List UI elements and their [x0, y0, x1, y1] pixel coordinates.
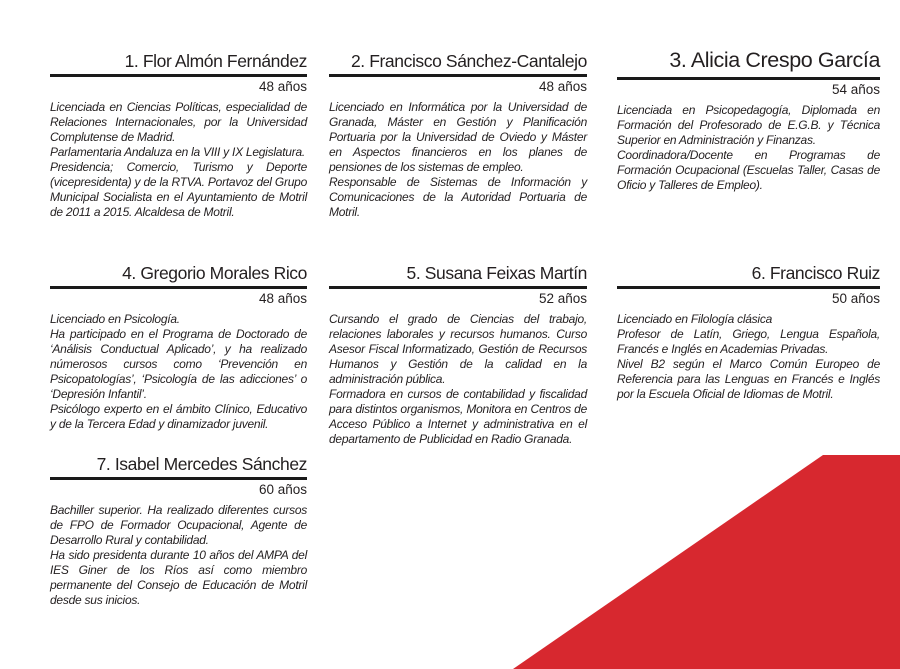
bio-paragraph: Profesor de Latín, Griego, Lengua Española, Francés e Inglés en Academias Privadas. [617, 327, 880, 356]
profile-card-4 [50, 260, 307, 432]
profile-card-3 [617, 44, 880, 193]
bio-paragraph: Cursando el grado de Ciencias del trabajo, relaciones laborales y recursos humanos. Curso Asesor Fiscal Informatizado, Gestión de Recursos Humanos y Gestión de la calidad en la administración pública. [329, 312, 587, 386]
profile-card-1 [50, 48, 307, 220]
profile-age: 52 años [538, 291, 587, 306]
profile-age: 60 años [258, 482, 307, 497]
bio-paragraph: Presidencia; Comercio, Turismo y Deporte (vicepresidenta) y de la RTVA. Portavoz del Grupo Municipal Socialista en el Ayuntamiento de Motril de 2011 a 2015. Alcaldesa de Motril. [50, 160, 307, 219]
profile-name: 7. Isabel Mercedes Sánchez [96, 454, 307, 474]
bio-paragraph: Parlamentaria Andaluza en la VIII y IX Legislatura. [50, 145, 305, 159]
bio-paragraph: Licenciado en Psicología. [50, 312, 180, 326]
profile-bio [329, 312, 587, 447]
profile-name: 4. Gregorio Morales Rico [122, 263, 307, 283]
divider-line [617, 77, 880, 80]
bio-paragraph: Coordinadora/Docente en Programas de Formación Ocupacional (Escuelas Taller, Casas de Oficio y Talleres de Empleo). [617, 148, 880, 192]
bio-paragraph: Licenciado en Filología clásica [617, 312, 773, 326]
bio-paragraph: Psicólogo experto en el ámbito Clínico, Educativo y de la Tercera Edad y dinamizador juvenil. [50, 402, 307, 431]
red-triangle-shape [513, 455, 900, 669]
divider-line [50, 477, 307, 480]
bio-paragraph: Formadora en cursos de contabilidad y fiscalidad para distintos organismos, Monitora en Centros de Acceso Público a Internet y administrativa en el departamento de Publicidad en Radio Granada. [329, 387, 587, 446]
profile-bio [50, 503, 307, 608]
bio-paragraph: Ha participado en el Programa de Doctorado de ‘Análisis Conductual Aplicado’, y ha realizado númerosos cursos como ‘Prevención en Psicopatologías’, ‘Psicología de las adicciones’ o ‘Depresión Infantil’. [50, 327, 307, 401]
bio-paragraph: Bachiller superior. Ha realizado diferentes cursos de FPO de Formador Ocupacional, Agente de Desarrollo Rural y contabilidad. [50, 503, 307, 547]
bio-paragraph: Licenciado en Informática por la Universidad de Granada, Máster en Gestión y Planificación Portuaria por la Universidad de Oviedo y Máster en Aspectos financieros en los planes de pensiones de los sistemas de empleo. [329, 100, 587, 174]
profile-card-2 [329, 48, 587, 220]
profile-card-6 [617, 260, 880, 402]
profile-bio [617, 312, 880, 402]
bio-paragraph: Licenciada en Psicopedagogía, Diplomada en Formación del Profesorado de E.G.B. y Técnica Superior en Administración y Finanzas. [617, 103, 880, 147]
profile-age: 48 años [538, 79, 587, 94]
profile-name: 2. Francisco Sánchez-Cantalejo [350, 51, 587, 71]
bio-paragraph: Licenciada en Ciencias Políticas, especialidad de Relaciones Internacionales, por la Universidad Complutense de Madrid. [50, 100, 307, 144]
profile-name: 5. Susana Feixas Martín [406, 263, 587, 283]
divider-line [50, 74, 307, 77]
profile-name: 1. Flor Almón Fernández [124, 51, 307, 71]
profile-card-5 [329, 260, 587, 447]
bio-paragraph: Responsable de Sistemas de Información y Comunicaciones de la Autoridad Portuaria de Motril. [329, 175, 587, 219]
divider-line [617, 286, 880, 289]
divider-line [50, 286, 307, 289]
bio-paragraph: Ha sido presidenta durante 10 años del AMPA del IES Giner de los Ríos así como miembro permanente del Consejo de Educación de Motril desde sus inicios. [50, 548, 307, 607]
profile-name: 3. Alicia Crespo García [669, 48, 880, 72]
profile-bio [50, 100, 307, 220]
profile-age: 48 años [258, 291, 307, 306]
profile-bio [617, 103, 880, 193]
profile-age: 54 años [831, 82, 880, 97]
profile-age: 48 años [258, 79, 307, 94]
profile-card-7 [50, 451, 307, 608]
divider-line [329, 74, 587, 77]
profile-bio [50, 312, 307, 432]
bio-paragraph: Nivel B2 según el Marco Común Europeo de Referencia para las Lenguas en Francés e Inglés por la Escuela Oficial de Idiomas de Motril. [617, 357, 880, 401]
profile-bio [329, 100, 587, 220]
profile-name: 6. Francisco Ruiz [751, 263, 880, 283]
profile-age: 50 años [831, 291, 880, 306]
divider-line [329, 286, 587, 289]
